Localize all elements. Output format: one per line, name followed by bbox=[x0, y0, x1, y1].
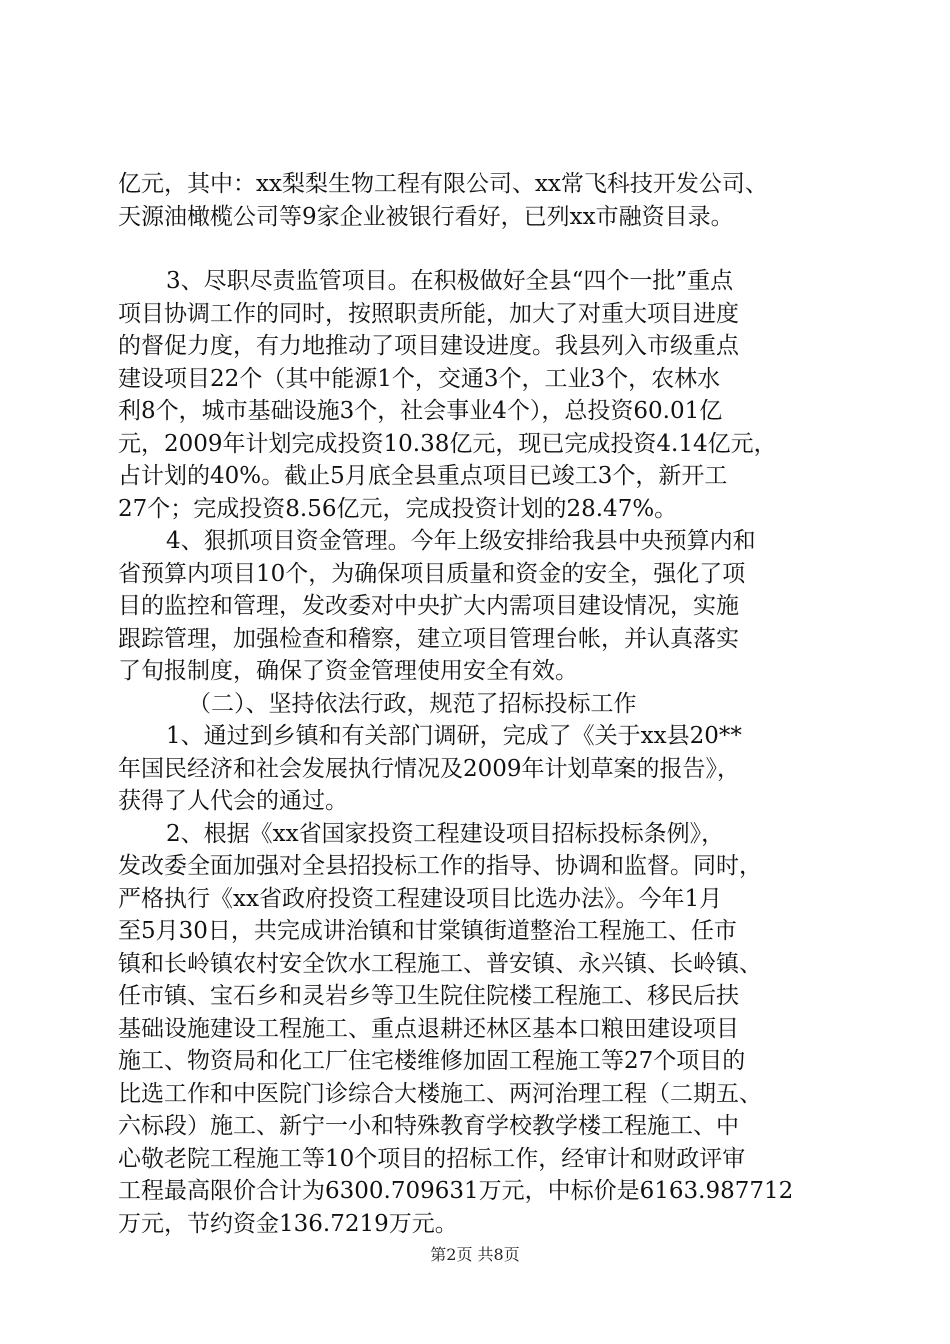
text-line: 建设项目22个（其中能源1个，交通3个，工业3个，农林水 bbox=[118, 365, 721, 392]
section-heading bbox=[118, 688, 830, 721]
paragraph-section-2-item-2 bbox=[118, 818, 830, 1241]
page-number-footer: 第2页 共8页 bbox=[430, 1245, 520, 1264]
text-line: 目的监控和管理，发改委对中央扩大内需项目建设情况，实施 bbox=[118, 593, 739, 619]
text-line: 了旬报制度，确保了资金管理使用安全有效。 bbox=[118, 658, 578, 684]
text-line: 利8个，城市基础设施3个，社会事业4个），总投资60.01亿 bbox=[118, 398, 723, 424]
text-line: 2、根据《xx省国家投资工程建设项目招标投标条例》， bbox=[166, 820, 725, 847]
text-line: 省预算内项目10个，为确保项目质量和资金的安全，强化了项 bbox=[118, 560, 746, 587]
text-line: （二）、坚持依法行政，规范了招标投标工作 bbox=[188, 690, 637, 717]
text-line: 至5月30日，共完成讲治镇和甘棠镇街道整治工程施工、任市 bbox=[118, 918, 737, 944]
paragraph-item-4 bbox=[118, 525, 830, 688]
text-line: 发改委全面加强对全县招投标工作的指导、协调和监督。同时， bbox=[118, 853, 762, 879]
text-line: 施工、物资局和化工厂住宅楼维修加固工程施工等27个项目的 bbox=[118, 1048, 746, 1074]
text-line: 严格执行《xx省政府投资工程建设项目比选办法》。今年1月 bbox=[118, 885, 723, 912]
text-line: 六标段）施工、新宁一小和特殊教育学校教学楼工程施工、中 bbox=[118, 1113, 739, 1139]
paragraph-continuation bbox=[118, 168, 830, 233]
text-line: 占计划的40%。截止5月底全县重点项目已竣工3个，新开工 bbox=[118, 463, 728, 489]
paragraph-section-2-item-1 bbox=[118, 720, 830, 818]
text-line: 工程最高限价合计为6300.709631万元，中标价是6163.987712 bbox=[118, 1178, 794, 1204]
text-line: 获得了人代会的通过。 bbox=[118, 788, 348, 814]
text-line: 基础设施建设工程施工、重点退耕还林区基本口粮田建设项目 bbox=[118, 1015, 739, 1042]
paragraph-gap bbox=[118, 233, 830, 265]
text-line: 亿元，其中：xx梨梨生物工程有限公司、xx常飞科技开发公司、 bbox=[118, 171, 768, 197]
text-line: 心敬老院工程施工等10个项目的招标工作，经审计和财政评审 bbox=[118, 1145, 746, 1172]
text-line: 天源油橄榄公司等9家企业被银行看好，已列xx市融资目录。 bbox=[118, 203, 734, 230]
text-line: 任市镇、宝石乡和灵岩乡等卫生院住院楼工程施工、移民后扶 bbox=[118, 983, 739, 1009]
text-line: 跟踪管理，加强检查和稽察，建立项目管理台帐，并认真落实 bbox=[118, 625, 739, 652]
text-line: 项目协调工作的同时，按照职责所能，加大了对重大项目进度 bbox=[118, 300, 739, 327]
paragraph-item-3 bbox=[118, 265, 830, 525]
text-line: 的督促力度，有力地推动了项目建设进度。我县列入市级重点 bbox=[118, 333, 739, 359]
text-line: 镇和长岭镇农村安全饮水工程施工、普安镇、永兴镇、长岭镇、 bbox=[118, 950, 762, 977]
text-line: 27个；完成投资8.56亿元，完成投资计划的28.47%。 bbox=[118, 495, 678, 522]
text-line: 年国民经济和社会发展执行情况及2009年计划草案的报告》， bbox=[118, 755, 741, 782]
text-line: 元，2009年计划完成投资10.38亿元，现已完成投资4.14亿元， bbox=[118, 430, 777, 457]
text-line: 比选工作和中医院门诊综合大楼施工、两河治理工程（二期五、 bbox=[118, 1080, 762, 1107]
text-line: 1、通过到乡镇和有关部门调研，完成了《关于xx县20** bbox=[166, 723, 742, 749]
document-body bbox=[118, 168, 830, 1240]
text-line: 3、尽职尽责监管项目。在积极做好全县“四个一批”重点 bbox=[166, 268, 734, 294]
text-line: 4、狠抓项目资金管理。今年上级安排给我县中央预算内和 bbox=[166, 528, 756, 554]
text-line: 万元，节约资金136.7219万元。 bbox=[118, 1210, 458, 1237]
